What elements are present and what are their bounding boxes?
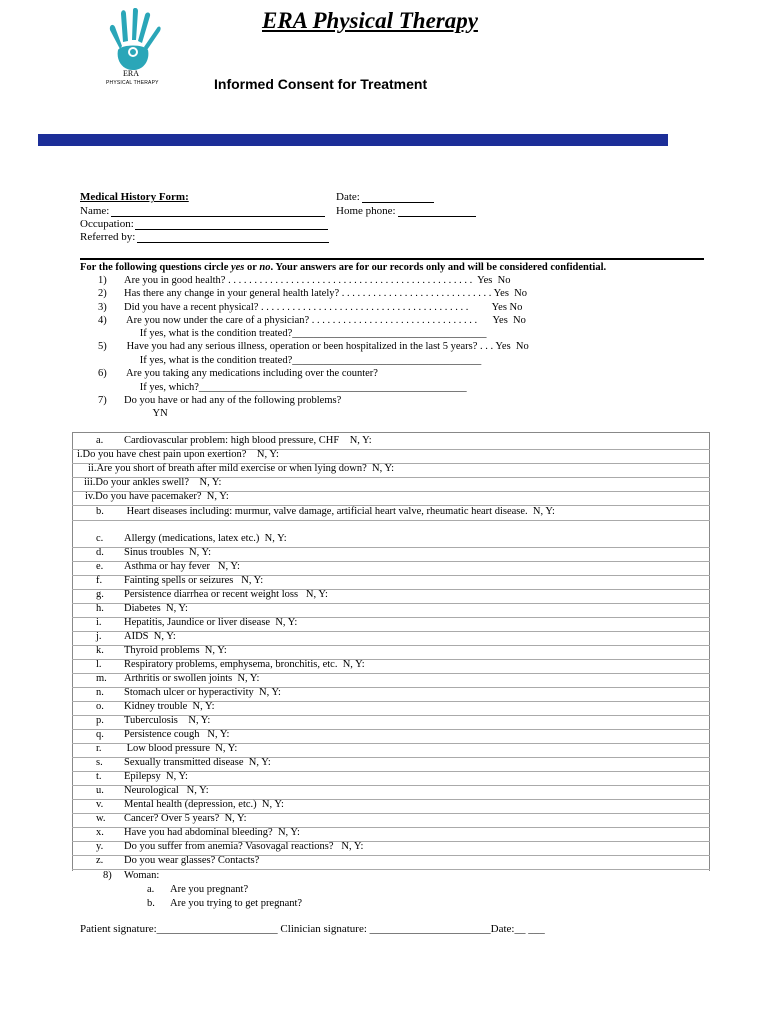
row-letter: t.: [96, 771, 102, 782]
row-letter: u.: [96, 785, 104, 796]
row-letter: n.: [96, 687, 104, 698]
table-row[interactable]: Persistence cough N, Y:: [124, 729, 230, 740]
section-divider: [80, 258, 704, 260]
question-number: 1): [98, 275, 107, 286]
table-row[interactable]: Heart diseases including: murmur, valve damage, artificial heart valve, rheumatic heart disease. N, Y:: [124, 506, 555, 517]
question-item[interactable]: Have you had any serious illness, operation or been hospitalized in the last 5 years? . . . Yes No: [124, 341, 529, 352]
date-field[interactable]: [362, 202, 434, 203]
table-row[interactable]: Low blood pressure N, Y:: [124, 743, 238, 754]
table-row[interactable]: Hepatitis, Jaundice or liver disease N, Y:: [124, 617, 298, 628]
row-letter: x.: [96, 827, 104, 838]
row-letter: v.: [96, 799, 104, 810]
page-title: ERA Physical Therapy: [262, 8, 478, 33]
row-letter: c.: [96, 533, 104, 544]
table-row[interactable]: Sinus troubles N, Y:: [124, 547, 212, 558]
question-number: 3): [98, 302, 107, 313]
table-row[interactable]: Cancer? Over 5 years? N, Y:: [124, 813, 247, 824]
question-number: 5): [98, 341, 107, 352]
row-letter: i.: [77, 449, 83, 460]
row-letter: iii.: [84, 477, 96, 488]
question-number: 7): [98, 395, 107, 406]
row-letter: a.: [96, 435, 104, 446]
problems-table-right-border: [709, 432, 710, 871]
row-letter: r.: [96, 743, 102, 754]
referred-by-label: Referred by:: [80, 231, 136, 243]
table-row[interactable]: Do you wear glasses? Contacts?: [124, 855, 260, 866]
table-row[interactable]: Fainting spells or seizures N, Y:: [124, 575, 264, 586]
question-number: 6): [98, 368, 107, 379]
table-row[interactable]: Kidney trouble N, Y:: [124, 701, 215, 712]
row-letter: p.: [96, 715, 104, 726]
table-row[interactable]: Allergy (medications, latex etc.) N, Y:: [124, 533, 287, 544]
question-item[interactable]: Has there any change in your general health lately? . . . . . . . . . . . . . . . . . . . . . . . . . . . . . Yes No: [124, 288, 527, 299]
row-letter: w.: [96, 813, 106, 824]
table-row[interactable]: Tuberculosis N, Y:: [124, 715, 211, 726]
name-field[interactable]: [111, 216, 325, 217]
question-item[interactable]: Do you have or had any of the following problems?: [124, 395, 342, 406]
question-item[interactable]: Are you taking any medications including over the counter?: [124, 368, 378, 379]
table-row[interactable]: AIDS N, Y:: [124, 631, 176, 642]
problems-table-border: [72, 432, 710, 433]
row-letter: h.: [96, 603, 104, 614]
table-row[interactable]: Neurological N, Y:: [124, 785, 209, 796]
table-row[interactable]: [84, 477, 221, 488]
question-number: 4): [98, 315, 107, 326]
table-row[interactable]: Have you had abdominal bleeding? N, Y:: [124, 827, 300, 838]
table-row[interactable]: Persistence diarrhea or recent weight loss N, Y:: [124, 589, 328, 600]
question-item[interactable]: Are you now under the care of a physician? . . . . . . . . . . . . . . . . . . . . . . . . . . . . . . . . Yes No: [124, 315, 526, 326]
question-number: 8): [103, 870, 112, 881]
row-letter: iv.: [85, 491, 96, 502]
row-letter: ii.: [88, 463, 97, 474]
home-phone-label: Home phone:: [336, 205, 396, 217]
row-letter: d.: [96, 547, 104, 558]
row-letter: i.: [96, 617, 102, 628]
row-letter: j.: [96, 631, 102, 642]
medical-history-heading: Medical History Form:: [80, 191, 189, 203]
question-item[interactable]: Did you have a recent physical? . . . . . . . . . . . . . . . . . . . . . . . . . . . . . . . . . . . . . . . . Yes No: [124, 302, 523, 313]
table-row[interactable]: Cardiovascular problem: high blood pressure, CHF N, Y:: [124, 435, 372, 446]
row-letter: k.: [96, 645, 104, 656]
page-subtitle: Informed Consent for Treatment: [214, 76, 428, 92]
instructions-text: For the following questions circle yes or no. Your answers are for our records only and will be considered confidential.: [80, 262, 607, 273]
row-letter: e.: [96, 561, 104, 572]
table-row[interactable]: Do you suffer from anemia? Vasovagal reactions? N, Y:: [124, 841, 364, 852]
row-letter: z.: [96, 855, 104, 866]
question-item[interactable]: Are you in good health? . . . . . . . . . . . . . . . . . . . . . . . . . . . . . . . . . . . . . . . . . . . . . . . Yes No: [124, 275, 511, 286]
table-row[interactable]: Stomach ulcer or hyperactivity N, Y:: [124, 687, 281, 698]
row-letter: s.: [96, 757, 103, 768]
logo-wordmark: ERA: [123, 69, 139, 78]
question-item[interactable]: If yes, what is the condition treated?____________________________________: [124, 355, 482, 366]
row-divider: [72, 869, 710, 870]
row-letter: l.: [96, 659, 102, 670]
row-text: Do you have pacemaker? N, Y:: [95, 491, 229, 502]
logo-tagline: PHYSICAL THERAPY: [106, 80, 159, 86]
header-divider-bar: [38, 134, 668, 146]
table-row[interactable]: Thyroid problems N, Y:: [124, 645, 227, 656]
row-letter: y.: [96, 841, 104, 852]
row-letter: b.: [96, 506, 104, 517]
table-row[interactable]: Epilepsy N, Y:: [124, 771, 188, 782]
occupation-label: Occupation:: [80, 218, 134, 230]
row-text: Do you have chest pain upon exertion? N, Y:: [82, 449, 279, 460]
name-label: Name:: [80, 205, 110, 217]
question-item[interactable]: If yes, which?___________________________________________________: [124, 382, 467, 393]
occupation-field[interactable]: [135, 229, 328, 230]
row-letter: m.: [96, 673, 107, 684]
table-row[interactable]: Diabetes N, Y:: [124, 603, 188, 614]
row-divider: [72, 520, 710, 521]
row-text: Do your ankles swell? N, Y:: [95, 477, 222, 488]
table-row[interactable]: Respiratory problems, emphysema, bronchitis, etc. N, Y:: [124, 659, 365, 670]
question-item[interactable]: YN: [124, 408, 168, 419]
referred-by-field[interactable]: [137, 242, 329, 243]
question-item[interactable]: If yes, what is the condition treated?_____________________________________: [124, 328, 487, 339]
pregnant-question[interactable]: Are you pregnant?: [170, 884, 249, 895]
woman-b-letter: b.: [147, 898, 155, 909]
row-letter: q.: [96, 729, 104, 740]
problems-table-left-border: [72, 432, 73, 871]
row-letter: g.: [96, 589, 104, 600]
row-letter: o.: [96, 701, 104, 712]
table-row[interactable]: Arthritis or swollen joints N, Y:: [124, 673, 260, 684]
date-label: Date:: [336, 191, 360, 203]
table-row[interactable]: Asthma or hay fever N, Y:: [124, 561, 240, 572]
question-number: 2): [98, 288, 107, 299]
table-row[interactable]: Mental health (depression, etc.) N, Y:: [124, 799, 284, 810]
table-row[interactable]: [88, 463, 394, 474]
signature-line[interactable]: Patient signature:______________________ Clinician signature: ______________________Date:__ ___: [80, 923, 545, 935]
woman-label: Woman:: [124, 870, 160, 881]
row-letter: f.: [96, 575, 103, 586]
home-phone-field[interactable]: [398, 216, 476, 217]
woman-a-letter: a.: [147, 884, 155, 895]
table-row[interactable]: [77, 449, 279, 460]
row-text: Are you short of breath after mild exercise or when lying down? N, Y:: [96, 463, 394, 474]
table-row[interactable]: [85, 491, 229, 502]
table-row[interactable]: Sexually transmitted disease N, Y:: [124, 757, 271, 768]
trying-pregnant-question[interactable]: Are you trying to get pregnant?: [170, 898, 303, 909]
